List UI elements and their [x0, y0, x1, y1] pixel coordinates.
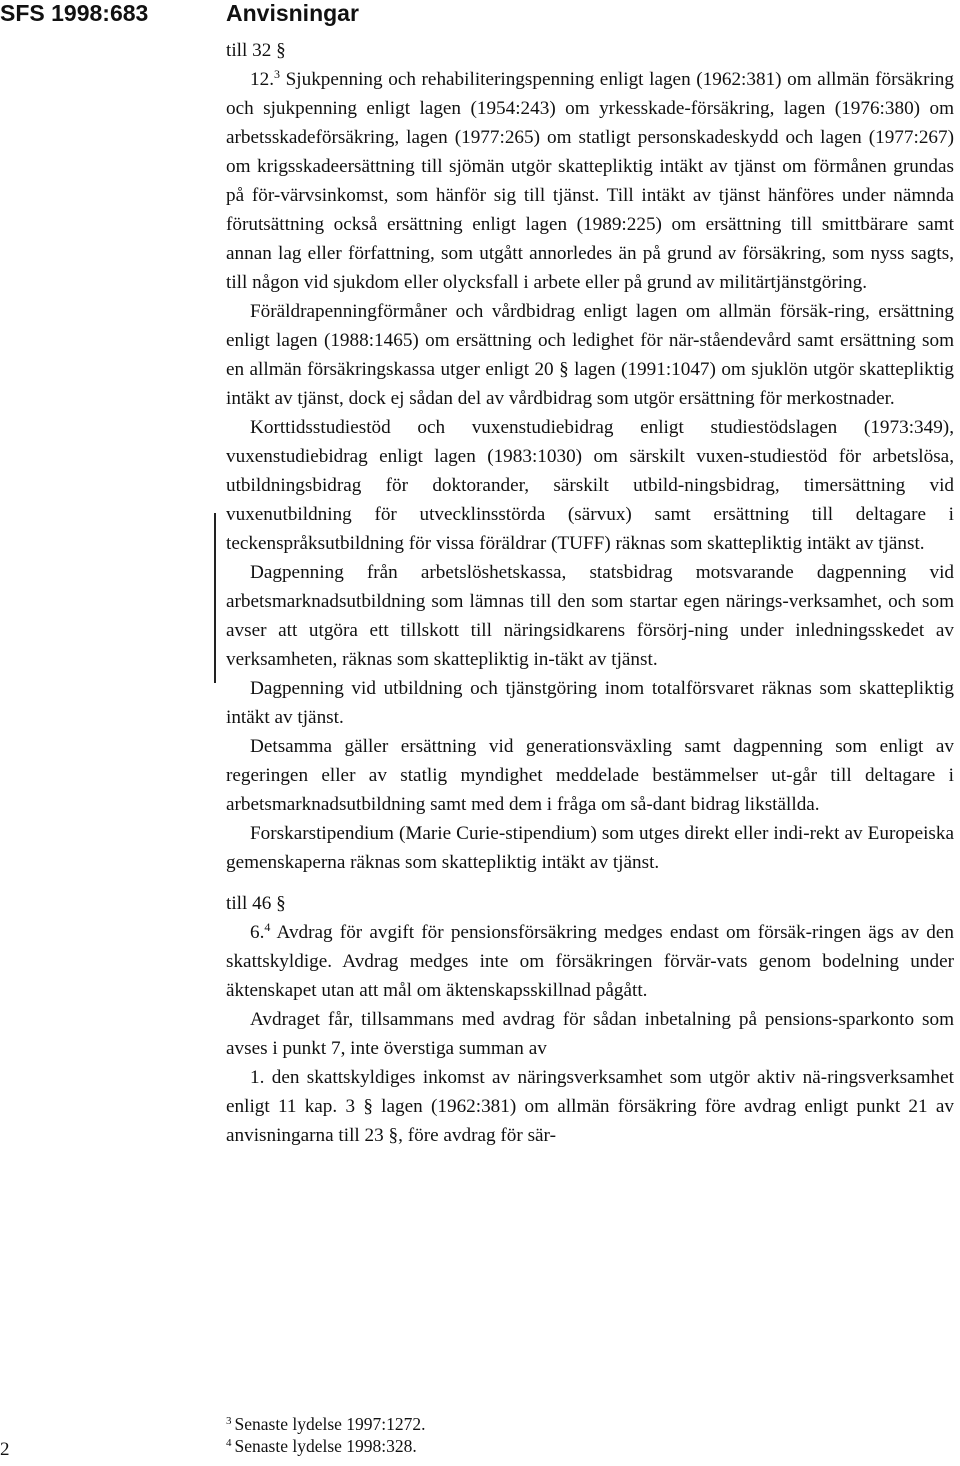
paragraph: [226, 918, 954, 1005]
footnote-number: 4: [226, 1437, 232, 1449]
footnote-marker: 3: [273, 67, 280, 81]
document-body: [226, 36, 954, 1150]
footnote: [226, 1435, 826, 1457]
paragraph-text: Sjukpenning och rehabiliteringspenning enligt lagen (1962:381) om allmän försäkring och sjukpenning enligt lagen (1954:243) om yrkesskade-försäkring, lagen (1976:380) om arbetsskadeförsäkring, lagen (1977:265) om statligt personskadeskydd och lagen (1977:267) om krigsskadeersättning till sjömän utgör skattepliktig intäkt av tjänst om förmånen grundas på för-värvsinkomst, som hänför sig till tjänst. Till intäkt av tjänst hänföres under nämnda förutsättning också ersättning enligt lagen (1989:225) om ersättning till smittbärare samt annan lag eller författning, som utgått annorledes än på grund av försäkring, som nyss sagts, till någon vid sjukdom eller olycksfall i arbete eller på grund av militärtjänstgöring.: [226, 69, 954, 293]
paragraph: 1. den skattskyldiges inkomst av näringsverksamhet som utgör aktiv nä-ringsverksamhet enligt 11 kap. 3 § lagen (1962:381) om allmän försäkring före avdrag enligt punkt 21 av anvisningarna till 23 §, före avdrag för sär-: [226, 1067, 954, 1146]
paragraph: Detsamma gäller ersättning vid generationsväxling samt dagpenning som enligt av regeringen eller av statlig myndighet meddelade bestämmelser ut-går till deltagare i arbetsmarknadsutbildning samt med dem i fråga om så-dant bidrag likställda.: [226, 736, 954, 815]
section-title: Anvisningar: [226, 0, 359, 26]
footnote-marker: 4: [264, 920, 271, 934]
paragraph-text: Avdrag för avgift för pensionsförsäkring medges endast om försäk-ringen ägs av den skattskyldige. Avdrag medges inte om försäkringen förvär-vats genom bodelning under äktenskapet utan att mål om äktenskapsskillnad pågått.: [226, 922, 954, 1001]
paragraph: Avdraget får, tillsammans med avdrag för sådan inbetalning på pensions-sparkonto som avses i punkt 7, inte överstiga summan av: [226, 1009, 954, 1059]
footnote: [226, 1413, 826, 1435]
sfs-number: SFS 1998:683: [0, 0, 149, 26]
paragraph: Korttidsstudiestöd och vuxenstudiebidrag enligt studiestödslagen (1973:349), vuxenstudiebidrag enligt lagen (1983:1030) om särskilt vuxen-studiestöd för arbetslösa, utbildningsbidrag för doktorander, särskilt utbild-ningsbidrag, timersättning vid vuxenutbildning för utvecklinsstörda (särvux) samt ersättning till deltagare i teckenspråksutbildning för vissa föräldrar (TUFF) räknas som skattepliktig intäkt av tjänst.: [226, 417, 954, 554]
item-number: 6.: [250, 922, 265, 943]
page-number: 2: [0, 1439, 10, 1460]
footnote-number: 3: [226, 1415, 232, 1427]
paragraph: Forskarstipendium (Marie Curie-stipendium) som utges direkt eller indi-rekt av Europeiska gemenskaperna räknas som skattepliktig intäkt av tjänst.: [226, 823, 954, 873]
change-bar: [214, 513, 216, 683]
footnote-text: Senaste lydelse 1998:328.: [234, 1436, 417, 1456]
paragraph: Dagpenning vid utbildning och tjänstgöring inom totalförsvaret räknas som skattepliktig intäkt av tjänst.: [226, 678, 954, 728]
footnote-text: Senaste lydelse 1997:1272.: [234, 1414, 426, 1434]
paragraph: Dagpenning från arbetslöshetskassa, statsbidrag motsvarande dagpenning vid arbetsmarknadsutbildning som lämnas till den som startar egen närings-verksamhet, och som avser att utgöra ett tillskott till näringsidkarens försörj-ning under inledningsskedet av verksamheten, räknas som skattepliktig in-täkt av tjänst.: [226, 562, 954, 670]
paragraph: Föräldrapenningförmåner och vårdbidrag enligt lagen om allmän försäk-ring, ersättning enligt lagen (1988:1465) om ersättning och ledighet för när-ståendevård samt ersättning som en allmän försäkringskassa utger enligt 20 § lagen (1991:1047) om sjuklön utgör skattepliktig intäkt av tjänst, dock ej sådan del av vårdbidrag som utgör ersättning för merkostnader.: [226, 301, 954, 409]
section-reference: till 32 §: [226, 40, 286, 61]
section-reference: till 46 §: [226, 893, 286, 914]
item-number: 12.: [250, 69, 274, 90]
paragraph: [226, 65, 954, 297]
footnotes: [226, 1413, 826, 1457]
